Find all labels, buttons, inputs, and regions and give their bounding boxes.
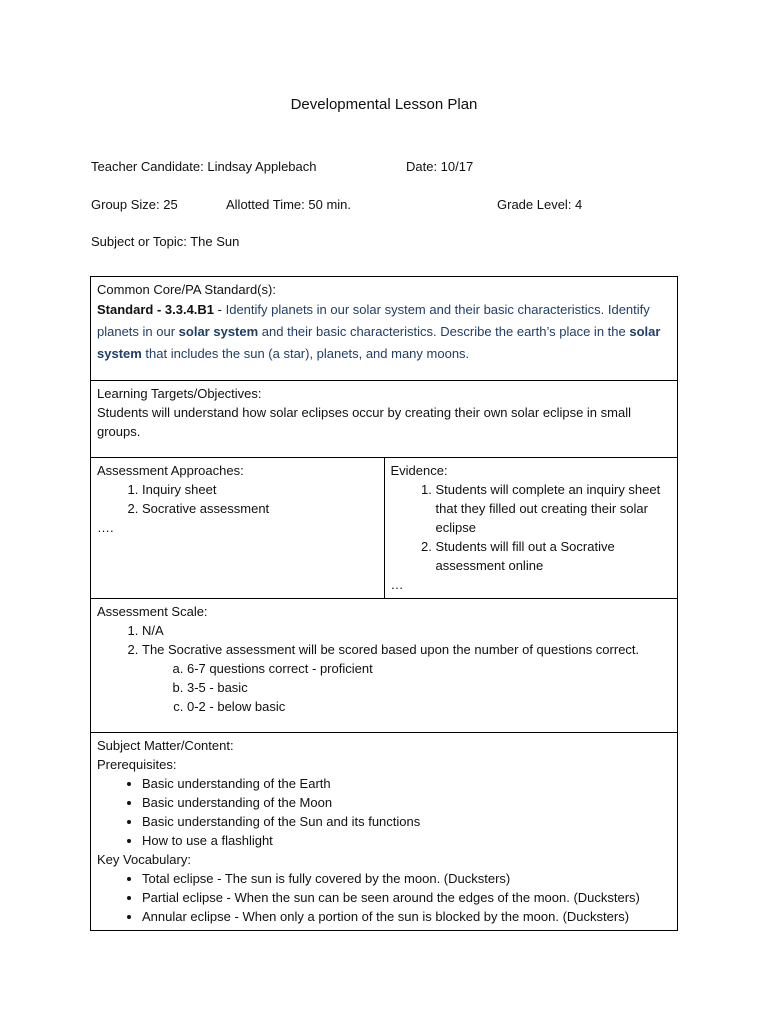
- standard-label: Standard - 3.3.4.B1: [97, 302, 215, 317]
- objectives-row: [91, 381, 678, 458]
- standards-body: [97, 299, 671, 365]
- assessment-ellipsis: ….: [97, 520, 114, 535]
- standards-cell: [91, 277, 678, 381]
- vocab-heading: Key Vocabulary:: [97, 852, 191, 867]
- scale-subitem: b. 3-5 - basic: [187, 678, 671, 697]
- grade-level: Grade Level: 4: [497, 197, 583, 212]
- prereq-item: • Basic understanding of the Earth: [142, 774, 671, 793]
- prereq-item: • How to use a flashlight: [142, 831, 671, 850]
- standard-desc-1: Identify planets in our: [97, 302, 650, 339]
- subject-topic: Subject or Topic: The Sun: [91, 234, 240, 249]
- solar-system-term-2: solar system: [97, 324, 661, 361]
- scale-sublist: [142, 659, 671, 716]
- objectives-text: Students will understand how solar eclipses occur by creating their own solar eclipse in small groups.: [97, 405, 631, 439]
- assessment-cell: [91, 458, 385, 599]
- evidence-ellipsis: …: [390, 577, 404, 592]
- evidence-heading: Evidence:: [390, 463, 448, 478]
- scale-item: 1. N/A: [142, 621, 671, 640]
- prereq-heading: Prerequisites:: [97, 757, 177, 772]
- content-row: [91, 733, 678, 931]
- assessment-list: [97, 480, 378, 518]
- vocab-item: • Partial eclipse - When the sun can be seen around the edges of the moon. (Ducksters): [142, 888, 671, 907]
- solar-system-term-1: solar system: [178, 324, 259, 339]
- standard-desc-3: that includes the sun (a star), planets, and many moons.: [141, 346, 470, 361]
- prereq-item: • Basic understanding of the Moon: [142, 793, 671, 812]
- prereq-list: [97, 774, 671, 850]
- evidence-cell: [384, 458, 678, 599]
- standard-desc-2: and their basic characteristics. Describe the earth’s place in the: [258, 324, 630, 339]
- objectives-heading: Learning Targets/Objectives:: [97, 386, 262, 401]
- standard-text: Identify planets in our solar system and their basic characteristics.: [225, 302, 605, 317]
- evidence-item: 1. Students will complete an inquiry sheet that they filled out creating their solar eclipse: [436, 480, 672, 537]
- scale-list: [97, 621, 671, 716]
- scale-item: [142, 640, 671, 716]
- assessment-item: 2. Socrative assessment: [142, 499, 378, 518]
- assessment-heading: Assessment Approaches:: [97, 463, 244, 478]
- teacher-candidate: Teacher Candidate: Lindsay Applebach: [91, 159, 317, 174]
- scale-subitem: c. 0-2 - below basic: [187, 697, 671, 716]
- objectives-cell: [91, 381, 678, 458]
- scale-item-text: The Socrative assessment will be scored based upon the number of questions correct.: [142, 642, 640, 657]
- date: Date: 10/17: [406, 159, 474, 174]
- prereq-item: • Basic understanding of the Sun and its functions: [142, 812, 671, 831]
- evidence-list: [391, 480, 672, 575]
- standard-sep: -: [214, 302, 226, 317]
- scale-heading: Assessment Scale:: [97, 604, 208, 619]
- vocab-list: [97, 869, 671, 926]
- vocab-item: • Annular eclipse - When only a portion of the sun is blocked by the moon. (Ducksters): [142, 907, 671, 926]
- scale-row: [91, 599, 678, 733]
- allotted-time: Allotted Time: 50 min.: [226, 197, 351, 212]
- assessment-item: 1. Inquiry sheet: [142, 480, 378, 499]
- scale-cell: [91, 599, 678, 733]
- content-cell: [91, 733, 678, 931]
- lesson-plan-table: [90, 276, 678, 931]
- page-title: Developmental Lesson Plan: [290, 96, 478, 113]
- vocab-item: • Total eclipse - The sun is fully covered by the moon. (Ducksters): [142, 869, 671, 888]
- standards-row: [91, 277, 678, 381]
- scale-subitem: a. 6-7 questions correct - proficient: [187, 659, 671, 678]
- assessment-row: [91, 458, 678, 599]
- group-size: Group Size: 25: [91, 197, 178, 212]
- content-heading: Subject Matter/Content:: [97, 738, 234, 753]
- evidence-item: 2. Students will fill out a Socrative assessment online: [436, 537, 672, 575]
- standards-heading: Common Core/PA Standard(s):: [97, 282, 276, 297]
